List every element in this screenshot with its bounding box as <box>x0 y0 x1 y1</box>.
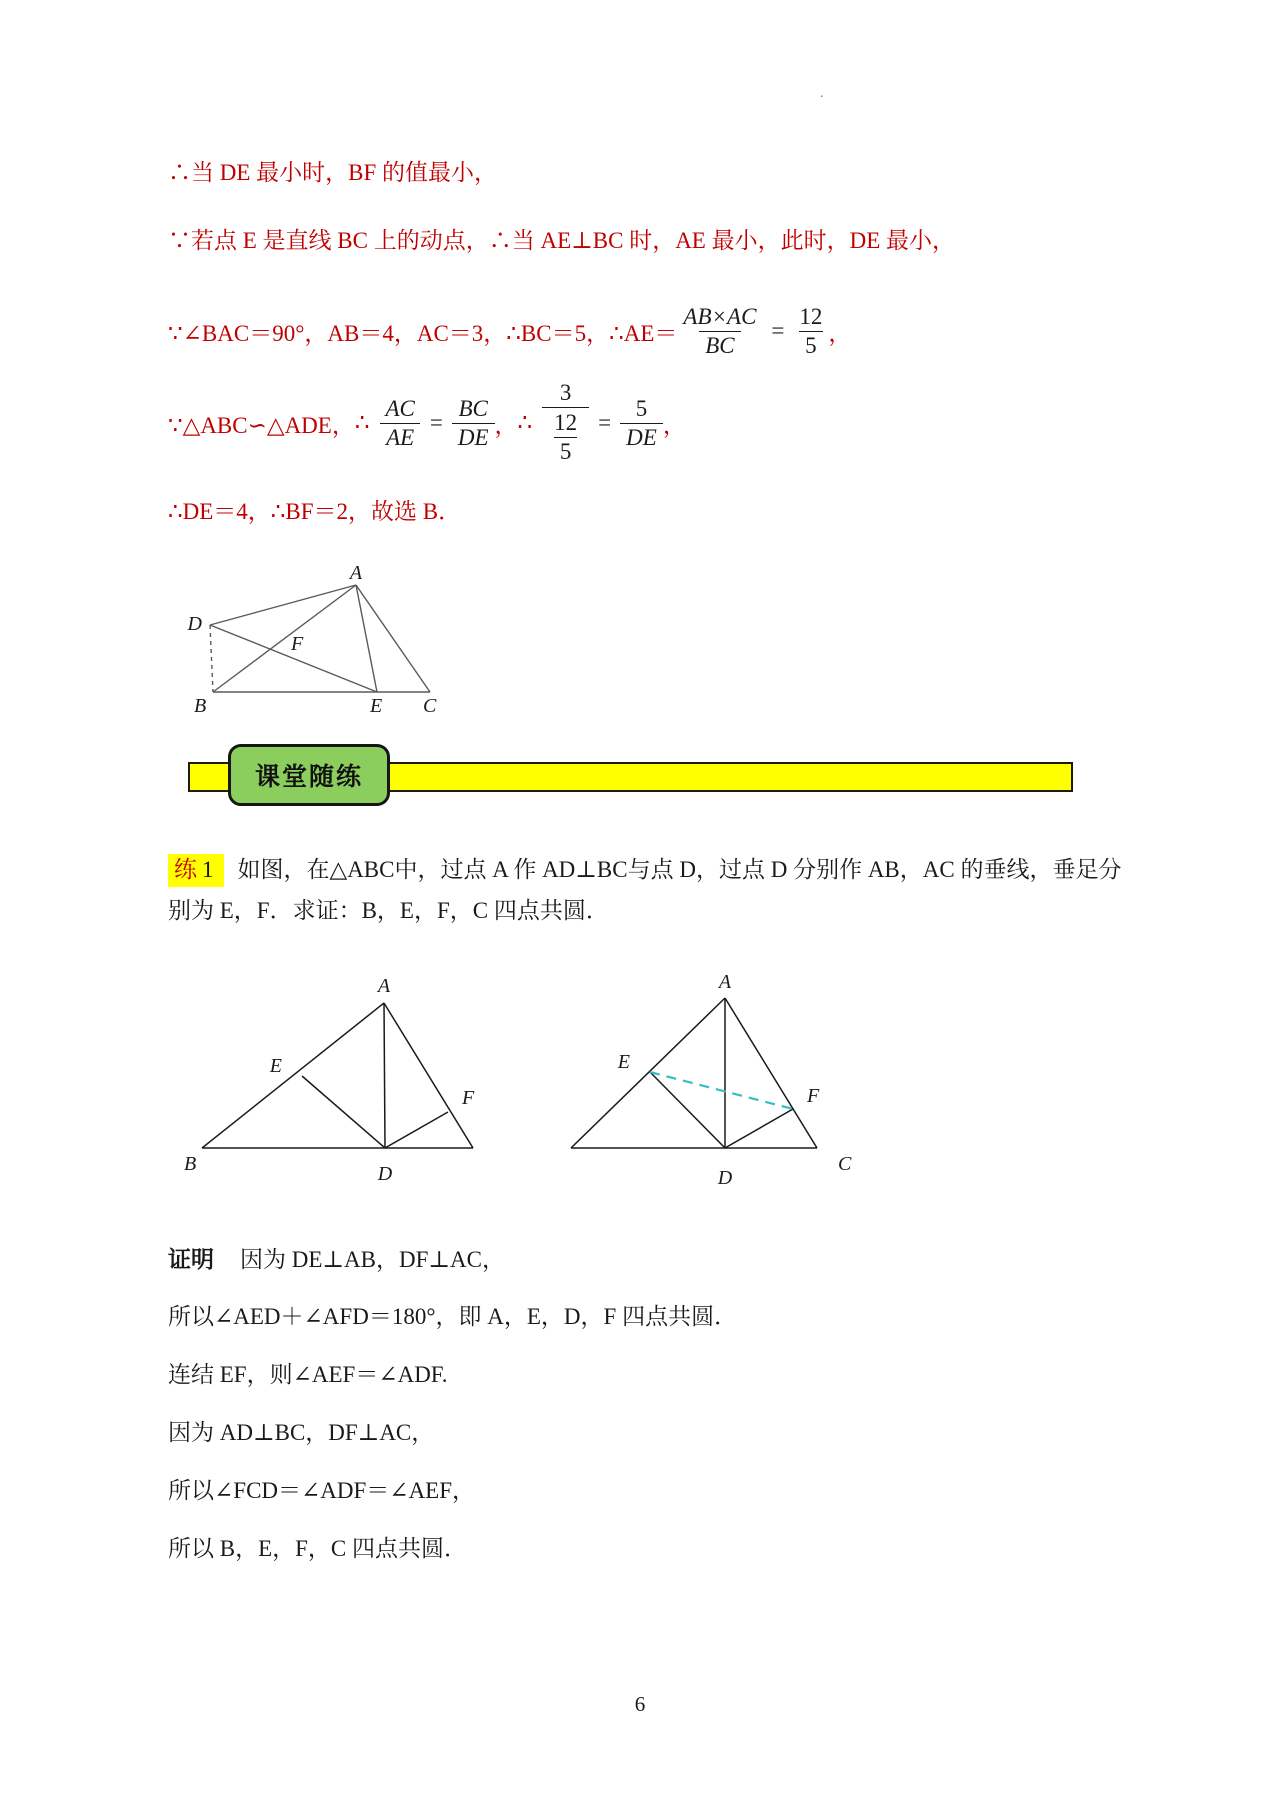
proof-line-6: 所以 B，E，F，C 四点共圆． <box>168 1536 468 1561</box>
fig2a-label-d: D <box>377 1163 393 1185</box>
problem-tag-highlight <box>168 854 224 887</box>
fraction-ab-ac-over-bc <box>677 303 762 360</box>
fig2b-dashed-ef <box>650 1072 793 1109</box>
fig2b-label-e: E <box>617 1051 630 1073</box>
figure-2b <box>548 958 878 1198</box>
fraction-numerator: 12 <box>554 410 578 436</box>
problem-line-1 <box>168 854 1121 887</box>
solution-line-1: ∴当 DE 最小时，BF 的值最小， <box>168 160 498 185</box>
fig2a-label-b: B <box>184 1153 197 1175</box>
fraction-denominator: DE <box>452 423 495 452</box>
solution-line-2: ∵若点 E 是直线 BC 上的动点，∴当 AE⊥BC 时，AE 最小，此时，DE 最小， <box>168 228 956 253</box>
fraction-numerator: 5 <box>635 395 648 421</box>
fraction-denominator: 5 <box>554 437 578 466</box>
fraction-denominator: BC <box>699 331 740 360</box>
solution-line-5: ∴DE＝4，∴BF＝2，故选 B． <box>168 499 462 524</box>
fraction-denominator: AE <box>380 423 420 452</box>
fraction-bc-over-de <box>452 395 495 452</box>
fig1-label-d: D <box>187 613 202 635</box>
fraction-ac-over-ae <box>379 395 420 452</box>
fraction-denominator <box>542 407 589 467</box>
stray-dot: . <box>820 86 824 101</box>
fraction-numerator: 3 <box>559 380 572 406</box>
fig2a-label-a: A <box>377 975 391 997</box>
problem-text-1: 如图，在△ABC中，过点 A 作 AD⊥BC与点 D，过点 D 分别作 AB，AC 的垂线，垂足分 <box>237 857 1122 882</box>
problem-tag-label: 练 <box>174 857 197 882</box>
fig2a-label-f: F <box>462 1087 475 1109</box>
fraction-denominator: 5 <box>799 331 823 360</box>
fig2a-label-e: E <box>269 1055 282 1077</box>
fig2b-label-d: D <box>717 1167 733 1189</box>
fig1-label-e: E <box>370 695 383 717</box>
fig2b-lines <box>571 998 817 1148</box>
fig2a-lines <box>202 1003 473 1148</box>
fig1-label-c: C <box>423 695 437 717</box>
problem-line-2: 别为 E，F．求证：B，E，F，C 四点共圆． <box>168 898 609 923</box>
fig2b-label-a: A <box>718 971 732 993</box>
fig1-label-f: F <box>291 633 304 655</box>
page-number: 6 <box>634 1692 646 1716</box>
fraction-numerator: BC <box>458 395 488 421</box>
fraction-5-over-de <box>620 395 663 452</box>
proof-line-2: 所以∠AED＋∠AFD＝180°，即 A，E，D，F 四点共圆． <box>168 1304 738 1329</box>
solution-line-4 <box>168 376 686 470</box>
equals-sign: = <box>598 410 612 435</box>
nested-fraction-12-over-5 <box>548 409 583 466</box>
solution-line-3 <box>168 294 851 368</box>
problem-tag-number: 1 <box>202 857 214 882</box>
proof-line-3: 连结 EF，则∠AEF＝∠ADF. <box>168 1362 448 1387</box>
proof-line-5: 所以∠FCD＝∠ADF＝∠AEF， <box>168 1478 476 1503</box>
fraction-12-over-5 <box>793 303 828 360</box>
equals-sign: = <box>429 410 443 435</box>
line3-prefix: ∵∠BAC＝90°，AB＝4，AC＝3，∴BC＝5，∴AE＝ <box>168 320 678 346</box>
proof-text-1: 因为 DE⊥AB，DF⊥AC， <box>240 1247 505 1272</box>
fraction-numerator: AC <box>385 395 415 421</box>
fig2b-label-c: C <box>838 1153 852 1175</box>
line3-suffix: ， <box>828 320 852 346</box>
fig2b-label-f: F <box>807 1085 820 1107</box>
section-banner-badge: 课堂随练 <box>228 744 390 806</box>
proof-line-1 <box>168 1244 505 1275</box>
figure-2a <box>182 962 494 1194</box>
therefore-symbol: ∴ <box>354 410 370 435</box>
fig1-label-b: B <box>194 695 207 717</box>
proof-heading: 证明 <box>168 1246 214 1272</box>
fraction-denominator: DE <box>620 423 663 452</box>
equals-sign: = <box>771 318 785 343</box>
therefore-symbol: ∴ <box>517 410 533 435</box>
fig1-lines <box>210 585 430 692</box>
figure-1 <box>166 566 454 724</box>
proof-line-4: 因为 AD⊥BC，DF⊥AC， <box>168 1420 435 1445</box>
complex-fraction-3-over-12-5 <box>542 379 589 466</box>
line4-prefix: ∵△ABC∽△ADE， <box>168 412 355 438</box>
fraction-numerator: 12 <box>799 303 823 329</box>
fig1-label-a: A <box>349 566 363 584</box>
line4-suffix: ， <box>662 412 686 438</box>
fraction-numerator: AB×AC <box>683 303 757 329</box>
comma: ， <box>494 412 518 438</box>
